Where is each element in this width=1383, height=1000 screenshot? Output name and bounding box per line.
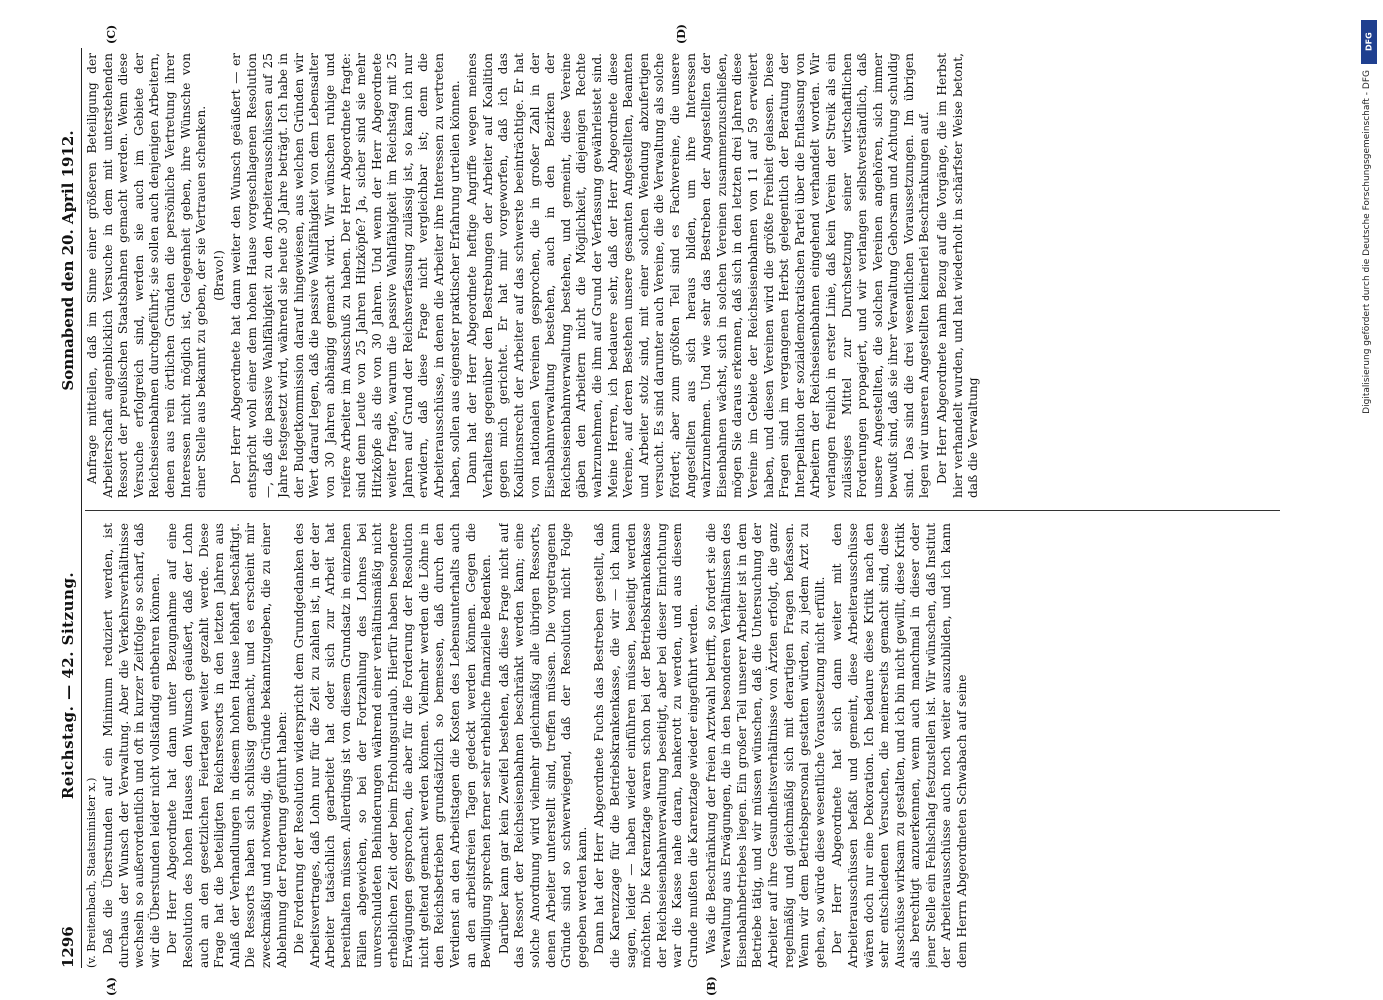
page-header xyxy=(55,48,82,968)
paragraph: Was die Beschränkung der freien Arztwahl betrifft, so fordert sie die Verwaltung aus Erwägungen, die in den besonderen Verhältnissen des Eisenbahnbetriebes liegen. Ein großer Teil unserer Arbeiter ist in dem Betriebe tätig, und wir müssen wünschen, daß die Untersuchung der Arbeiter auf ihre Gesundheitsverhältnisse von Ärzten erfolgt, die ganz regelmäßig und gleichmäßig sich mit derartigen Fragen befassen. Wenn wir dem Betriebspersonal gestatten würden, zu jedem Arzt zu gehen, so würde diese wesentliche Voraussetzung nicht erfüllt. xyxy=(703,523,827,968)
paragraph: Der Herr Abgeordnete hat sich dann weiter mit den Arbeiterausschüssen befaßt und gemeint, diese Arbeiterausschüsse wären doch nur eine Dekoration. Ich bedaure diese Kritik nach den sehr entschiedenen Versuchen, die meinerseits gemacht sind, diese Ausschüsse wirksam zu gestalten, und ich bin nicht gewillt, diese Kritik als berechtigt anzuerkennen, wenn auch manchmal in dieser oder jener Stelle ein Fehlschlag festzustellen ist. Wir wünschen, daß Institut der Arbeiterausschüsse auch noch weiter auszubilden, und ich kann dem Herrn Abgeordneten Schwabach auf seine xyxy=(830,523,970,968)
margin-marker-a: (A) xyxy=(105,977,118,996)
text-column-right xyxy=(85,53,1285,498)
speaker-line: (v. Breitenbach, Staatsminister x.) xyxy=(85,777,98,968)
session-date: Sonnabend den 20. April 1912. xyxy=(59,130,77,391)
paragraph: Dann hat der Herr Abgeordnete heftige Angriffe wegen meines Verhaltens gegenüber den Bestrebungen der Arbeiter auf Koalition gegen mich gerichtet. Er hat mir vorgeworfen, daß ich das Koalitionsrecht der Arbeiter auf das schwerste beeinträchtige. Er hat von nationalen Vereinen gesprochen, die in großer Zahl in der Eisenbahnverwaltung bestehen, auch in den Bezirken der Reichseisenbahnverwaltung bestehen, und gemeint, diese Vereine gäben den Arbeitern nicht die Möglichkeit, diejenigen Rechte wahrzunehmen, die ihm auf Grund der Verfassung gewährleistet sind. Meine Herren, ich bedauere sehr, daß der Herr Abgeordnete diese Vereine, auf deren Bestehen unsere gesamten Angestellten, Beamten und Arbeiter stolz sind, mit einer solchen Wendung abzufertigen versucht. Es sind darunter auch Vereine, die die Verwaltung als solche fördert; aber zum größten Teil sind es Fachvereine, die unsere Angestellten aus sich heraus bilden, um ihre Interessen wahrzunehmen. Und wie sehr das Bestreben der Angestellten der Eisenbahnen wächst, sich in solchen Vereinen zusammenzuschließen, mögen Sie daraus erkennen, daß sich in den letzten drei Jahren diese Vereine im Gebiete der Reichseisenbahnen von 11 auf 59 erweitert haben, und diesen Vereinen wird die größte Freiheit gelassen. Diese Fragen sind im vergangenen Herbst gelegentlich der Beratung der Interpellation der sozialdemokratischen Partei über die Entlassung von Arbeitern der Reichseisenbahnen eingehend verhandelt worden. Wir verlangen freilich in erster Linie, daß kein Verein der Streik als ein zulässiges Mittel zur Durchsetzung seiner wirtschaftlichen Forderungen propagiert, und wir verlangen selbstverständlich, daß unsere Angestellten, die solchen Vereinen angehören, sich immer bewußt sind, daß sie ihrer Verwaltung Gehorsam und Achtung schuldig sind. Das sind die drei wesentlichen Voraussetzungen. Im übrigen legen wir unseren Angestellten keinerlei Beschränkungen auf. xyxy=(465,53,932,498)
session-title: Reichstag. — 42. Sitzung. xyxy=(59,571,77,800)
interjection: (Bravo!) xyxy=(211,250,226,301)
margin-marker-c: (C) xyxy=(105,24,118,44)
digitization-credit: Digitalisierung gefördert durch die Deutsche Forschungsgemeinschaft - DFG xyxy=(1362,70,1372,414)
paragraph: Der Herr Abgeordnete hat dann unter Bezugnahme auf eine Resolution des hohen Hauses den Wunsch geäußert, daß der Lohn auch an den gesetzlichen Feiertagen weiter gezahlt werde. Diese Frage hat die beteiligten Reichsressorts in den letzten Jahren aus Anlaß der Verhandlungen in diesem hohen Hause lebhaft beschäftigt. Die Ressorts haben sich schlüssig gemacht, und es erscheint mir zweckmäßig und notwendig, die Gründe bekanntzugeben, die zu einer Ablehnung der Forderung geführt haben: xyxy=(165,523,289,968)
dfg-logo: DFG xyxy=(1361,20,1377,64)
paragraph: Daß die Überstunden auf ein Minimum reduziert werden, ist durchaus der Wunsch der Verwaltung. Aber die Verkehrsverhältnisse wechseln so außerordentlich und oft in kurzer Zeitfolge so scharf, daß wir die Überstunden leider nicht vollständig entbehren können. xyxy=(101,523,162,968)
margin-marker-d: (D) xyxy=(675,24,688,44)
margin-marker-b: (B) xyxy=(705,976,718,996)
paragraph: Darüber kann gar kein Zweifel bestehen, daß diese Frage nicht auf das Ressort der Reichseisenbahnen beschränkt werden kann; eine solche Anordnung wird vielmehr gleichmäßig alle übrigen Ressorts, denen Arbeiter unterstellt sind, treffen müssen. Die vorgetragenen Gründe sind so schwerwiegend, daß der Resolution nicht Folge gegeben werden kann. xyxy=(496,523,589,968)
paragraph: Der Herr Abgeordnete hat dann weiter den Wunsch geäußert — er entspricht wohl einer dem hohen Hause vorgeschlagenen Resolution —, daß die passive Wahlfähigkeit zu den Arbeiterausschüssen auf 25 Jahre festgesetzt wird, während sie heute 30 Jahre beträgt. Ich habe in der Budgetkommission darauf hingewiesen, aus welchen Gründen wir Wert darauf legen, daß die passive Wahlfähigkeit von dem Lebensalter von 30 Jahren abhängig gemacht wird. Wir wünschen ruhige und reifere Arbeiter im Ausschuß zu haben. Der Herr Abgeordnete fragte: sind denn Leute von 25 Jahren Hitzköpfe? Ja, sicher sind sie mehr Hitzköpfe als die von 30 Jahren. Und wenn der Herr Abgeordnete weiter fragte, warum die passive Wahlfähigkeit im Reichstag mit 25 Jahren auf Grund der Reichsverfassung zulässig ist, so kann ich nur erwidern, daß diese Frage nicht vergleichbar ist; denn die Arbeiterausschüsse, in denen die Arbeiter ihre Interessen zu vertreten haben, sollen aus eigenster praktischer Erfahrung urteilen können. xyxy=(229,53,462,498)
page-number: 1296 xyxy=(59,926,77,968)
paragraph: Die Forderung der Resolution widerspricht dem Grundgedanken des Arbeitsvertrages, daß Lohn nur für die Zeit zu zahlen ist, in der der Arbeiter tatsächlich gearbeitet hat oder sich zur Arbeit hat bereithalten müssen. Allerdings ist von diesem Grundsatz in einzelnen Fällen abgewichen, so bei der Fortzahlung des Lohnes bei unverschuldeten Behinderungen während einer verhältnismäßig nicht erheblichen Zeit oder beim Erholungsurlaub. Hierfür haben besondere Erwägungen gesprochen, die aber für die Forderung der Resolution nicht geltend gemacht werden können. Vielmehr werden die Löhne in den Reichsbetrieben grundsätzlich so bemessen, daß durch den Verdienst an den Arbeitstagen die Kosten des Lebensunterhalts auch an den arbeitsfreien Tagen gedeckt werden können. Gegen die Bewilligung sprechen ferner sehr erhebliche finanzielle Bedenken. xyxy=(292,523,494,968)
text-column-left xyxy=(101,523,1281,968)
paragraph: Dann hat der Herr Abgeordnete Fuchs das Bestreben gestellt, daß die Karenzzage für die Betriebskrankenkasse, die wir — ich kann sagen, leider — haben wieder einführen müssen, beseitigt werden möchten. Die Karenztage waren schon bei der Betriebskrankenkasse der Reichseisenbahnverwaltung beseitigt, aber bei dieser Einrichtung war die Kasse nahe daran, bankerott zu werden, und aus diesem Grunde mußten die Karenztage wieder eingeführt werden. xyxy=(592,523,700,968)
rotated-page-content xyxy=(55,24,1305,996)
paragraph: Anfrage mitteilen, daß im Sinne einer größeren Beteiligung der Arbeiterschaft augenblicklich Versuche in dem mit unterstehenden Ressort der preußischen Staatsbahnen gemacht werden. Wenn diese Versuche erfolgreich sind, werden sie auch im Gebiete der Reichseisenbahnen durchgeführt; sie sollen auch denjenigen Arbeitern, denen aus rein örtlichen Gründen die persönliche Vertretung ihrer Interessen nicht möglich ist, Gelegenheit geben, ihre Wünsche von einer Stelle aus bekannt zu geben, der sie Vertrauen schenken. xyxy=(85,53,209,498)
paragraph: Der Herr Abgeordnete nahm Bezug auf die Vorgänge, die im Herbst hier verhandelt wurden, und hat wiederholt in schärfster Weise betont, daß die Verwaltung xyxy=(935,53,981,498)
digitization-sidebar xyxy=(1361,20,1379,980)
column-divider xyxy=(85,510,1280,511)
